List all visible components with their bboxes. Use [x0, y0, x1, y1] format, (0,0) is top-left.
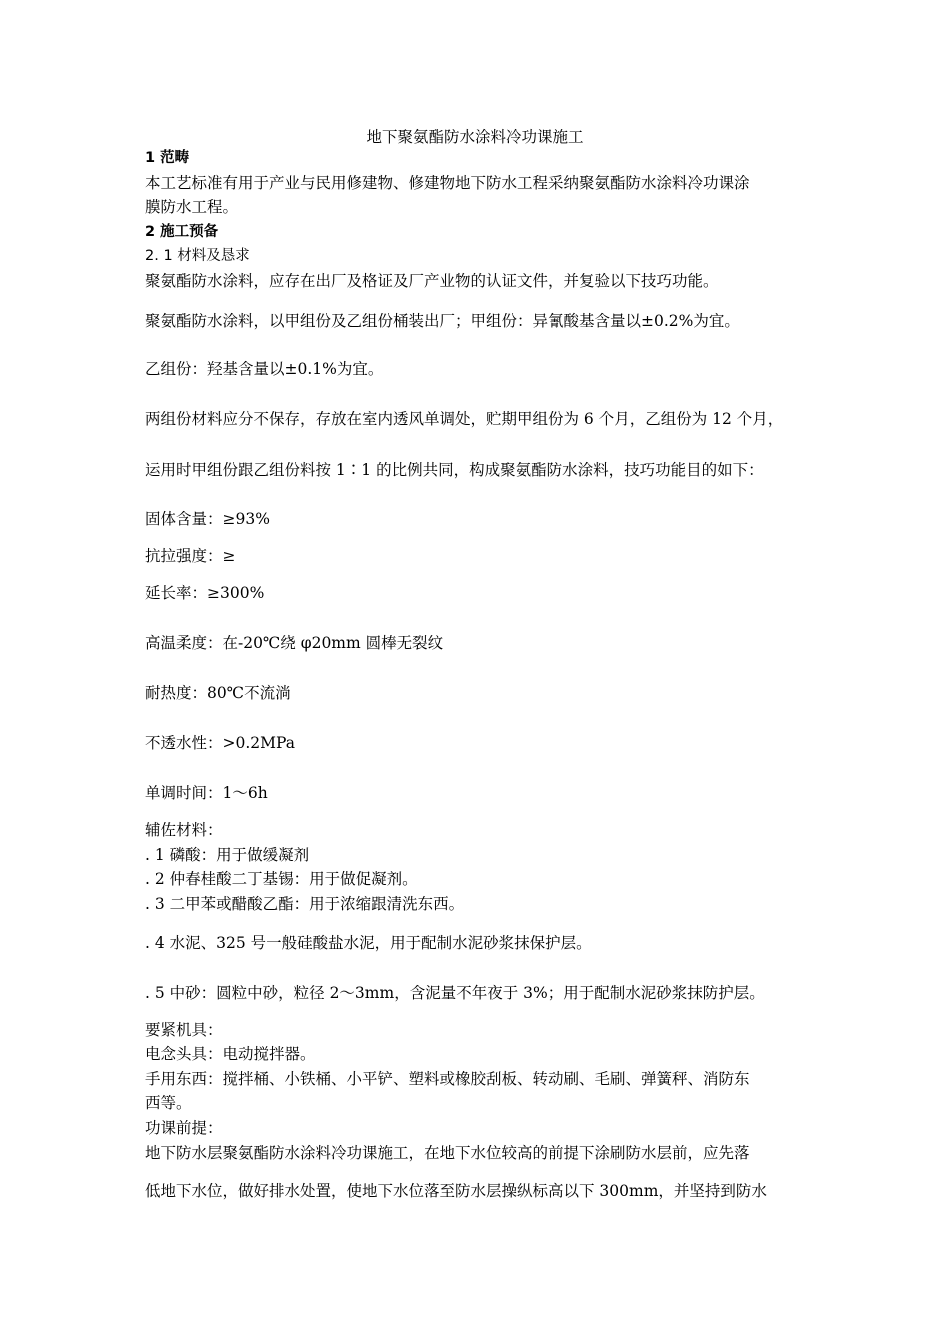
paragraph-line: 要紧机具：	[145, 1021, 223, 1039]
paragraph-line: 运用时甲组份跟乙组份料按 1∶1 的比例共同，构成聚氨酯防水涂料，技巧功能目的如下：	[145, 461, 764, 479]
spec-line: 耐热度：80℃不流淌	[145, 684, 291, 702]
spec-line: 高温柔度：在-20℃绕 φ20mm 圆棒无裂纹	[145, 634, 444, 652]
spec-line: 单调时间：1～6h	[145, 784, 268, 802]
subsection-heading-materials: 2. 1 材料及恳求	[145, 248, 250, 264]
list-item: . 1 磷酸：用于做缓凝剂	[145, 846, 310, 864]
paragraph-line: 聚氨酯防水涂料，以甲组份及乙组份桶装出厂；甲组份：异氰酸基含量以±0.2%为宜。	[145, 312, 740, 330]
paragraph-line: 辅佐材料：	[145, 821, 223, 839]
list-item: . 3 二甲苯或醋酸乙酯：用于浓缩跟清洗东西。	[145, 895, 465, 913]
list-item: . 5 中砂：圆粒中砂，粒径 2～3mm，含泥量不年夜于 3%；用于配制水泥砂浆抹防护层。	[145, 984, 765, 1002]
paragraph-line: 功课前提：	[145, 1119, 223, 1137]
paragraph-line: 电念头具：电动搅拌器。	[145, 1045, 316, 1063]
paragraph-line: 地下防水层聚氨酯防水涂料冷功课施工，在地下水位较高的前提下涂刷防水层前，应先落	[145, 1144, 750, 1162]
paragraph-line: 手用东西：搅拌桶、小铁桶、小平铲、塑料或橡胶刮板、转动刷、毛刷、弹簧秤、消防东	[145, 1070, 750, 1088]
section-heading-scope: 1 范畴	[145, 150, 190, 166]
spec-line: 不透水性：>0.2MPa	[145, 734, 295, 752]
paragraph-line: 聚氨酯防水涂料，应存在出厂及格证及厂产业物的认证文件，并复验以下技巧功能。	[145, 272, 719, 290]
spec-line: 固体含量：≥93%	[145, 510, 270, 528]
paragraph-line: 两组份材料应分不保存，存放在室内透风单调处，贮期甲组份为 6 个月，乙组份为 12 个月，	[145, 410, 784, 428]
paragraph-line: 膜防水工程。	[145, 198, 239, 216]
spec-line: 抗拉强度：≥	[145, 547, 236, 565]
list-item: . 4 水泥、325 号一般硅酸盐水泥，用于配制水泥砂浆抹保护层。	[145, 934, 592, 952]
paragraph-line: 低地下水位，做好排水处置，使地下水位落至防水层操纵标高以下 300mm，并坚持到防水	[145, 1182, 767, 1200]
list-item: . 2 仲春桂酸二丁基锡：用于做促凝剂。	[145, 870, 418, 888]
spec-line: 延长率：≥300%	[145, 584, 265, 602]
section-heading-preparation: 2 施工预备	[145, 224, 219, 240]
paragraph-line: 本工艺标准有用于产业与民用修建物、修建物地下防水工程采纳聚氨酯防水涂料冷功课涂	[145, 174, 750, 192]
paragraph-line: 乙组份：羟基含量以±0.1%为宜。	[145, 360, 384, 378]
paragraph-line: 西等。	[145, 1094, 192, 1112]
document-title: 地下聚氨酯防水涂料冷功课施工	[366, 128, 584, 146]
